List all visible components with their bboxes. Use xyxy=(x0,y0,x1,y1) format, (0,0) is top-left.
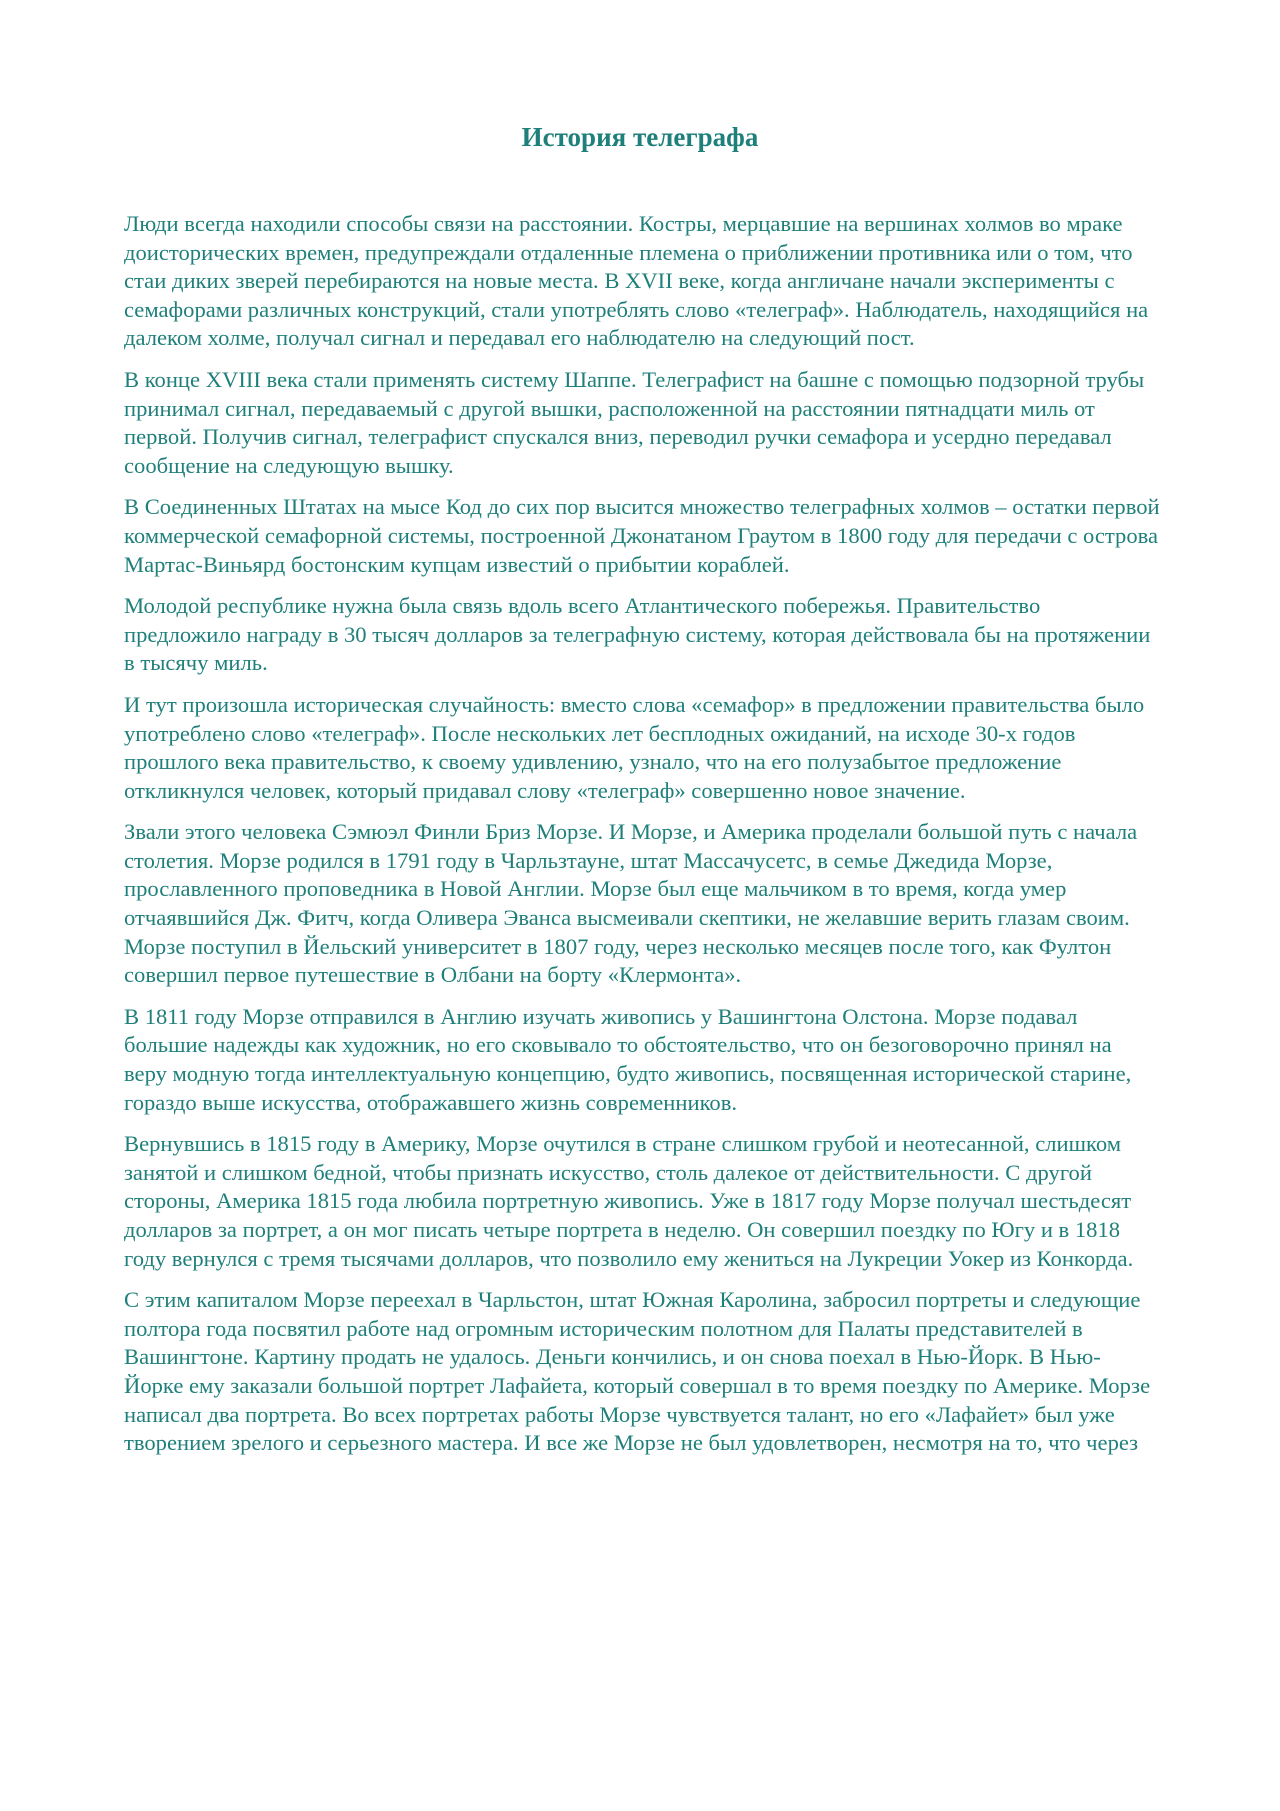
paragraph: Звали этого человека Сэмюэл Финли Бриз Морзе. И Морзе, и Америка проделали большой путь с начала столетия. Морзе родился в 1791 году в Чарльзтауне, штат Массачусетс, в семье Джедида Морзе, прославленного проповедника в Новой Англии. Морзе был еще мальчиком в то время, когда умер отчаявшийся Дж. Фитч, когда Оливера Эванса высмеивали скептики, не желавшие верить глазам своим. Морзе поступил в Йельский университет в 1807 году, через несколько месяцев после того, как Фултон совершил первое путешествие в Олбани на борту «Клермонта». xyxy=(124,819,1138,988)
paragraph: В 1811 году Морзе отправился в Англию изучать живопись у Вашингтона Олстона. Морзе подавал большие надежды как художник, но его сковывало то обстоятельство, что он безоговорочно принял на веру модную тогда интеллектуальную концепцию, будто живопись, посвященная исторической старине, гораздо выше искусства, отображавшего жизнь современников. xyxy=(124,1003,1132,1115)
paragraph: В Соединенных Штатах на мысе Код до сих пор высится множество телеграфных холмов – остатки первой коммерческой семафорной системы, построенной Джонатаном Граутом в 1800 году для передачи с острова Мартас-Виньярд бостонским купцам известий о прибытии кораблей. xyxy=(124,494,1160,577)
paragraph: Люди всегда находили способы связи на расстоянии. Костры, мерцавшие на вершинах холмов во мраке доисторических времен, предупреждали отдаленные племена о приближении противника или о том, что стаи диких зверей перебираются на новые места. В XVII веке, когда англичане начали эксперименты с семафорами различных конструкций, стали употреблять слово «телеграф». Наблюдатель, находящийся на далеком холме, получал сигнал и передавал его наблюдателю на следующий пост. xyxy=(124,211,1149,351)
document-body xyxy=(124,210,1160,1471)
paragraph: В конце XVIII века стали применять систему Шаппе. Телеграфист на башне с помощью подзорной трубы принимал сигнал, передаваемый с другой вышки, расположенной на расстоянии пятнадцати миль от первой. Получив сигнал, телеграфист спускался вниз, переводил ручки семафора и усердно передавал сообщение на следующую вышку. xyxy=(124,366,1145,478)
paragraph: И тут произошла историческая случайность: вместо слова «семафор» в предложении правительства было употреблено слово «телеграф». После нескольких лет бесплодных ожиданий, на исходе 30-х годов прошлого века правительство, к своему удивлению, узнало, что на его полузабытое предложение откликнулся человек, который придавал слову «телеграф» совершенно новое значение. xyxy=(124,691,1145,803)
paragraph: Молодой республике нужна была связь вдоль всего Атлантического побережья. Правительство предложило награду в 30 тысяч долларов за телеграфную систему, которая действовала бы на протяжении в тысячу миль. xyxy=(124,593,1151,676)
paragraph: Вернувшись в 1815 году в Америку, Морзе очутился в стране слишком грубой и неотесанной, слишком занятой и слишком бедной, чтобы признать искусство, столь далекое от действительности. С другой стороны, Америка 1815 года любила портретную живопись. Уже в 1817 году Морзе получал шестьдесят долларов за портрет, а он мог писать четыре портрета в неделю. Он совершил поездку по Югу и в 1818 году вернулся с тремя тысячами долларов, что позволило ему жениться на Лукреции Уокер из Конкорда. xyxy=(124,1131,1134,1271)
document-title: История телеграфа xyxy=(521,122,759,152)
paragraph: С этим капиталом Морзе переехал в Чарльстон, штат Южная Каролина, забросил портреты и следующие полтора года посвятил работе над огромным историческим полотном для Палаты представителей в Вашингтоне. Картину продать не удалось. Деньги кончились, и он снова поехал в Нью-Йорк. В Нью-Йорке ему заказали большой портрет Лафайета, который совершал в то время поездку по Америке. Морзе написал два портрета. Во всех портретах работы Морзе чувствуется талант, но его «Лафайет» был уже творением зрелого и серьезного мастера. И все же Морзе не был удовлетворен, несмотря на то, что через xyxy=(124,1287,1151,1456)
